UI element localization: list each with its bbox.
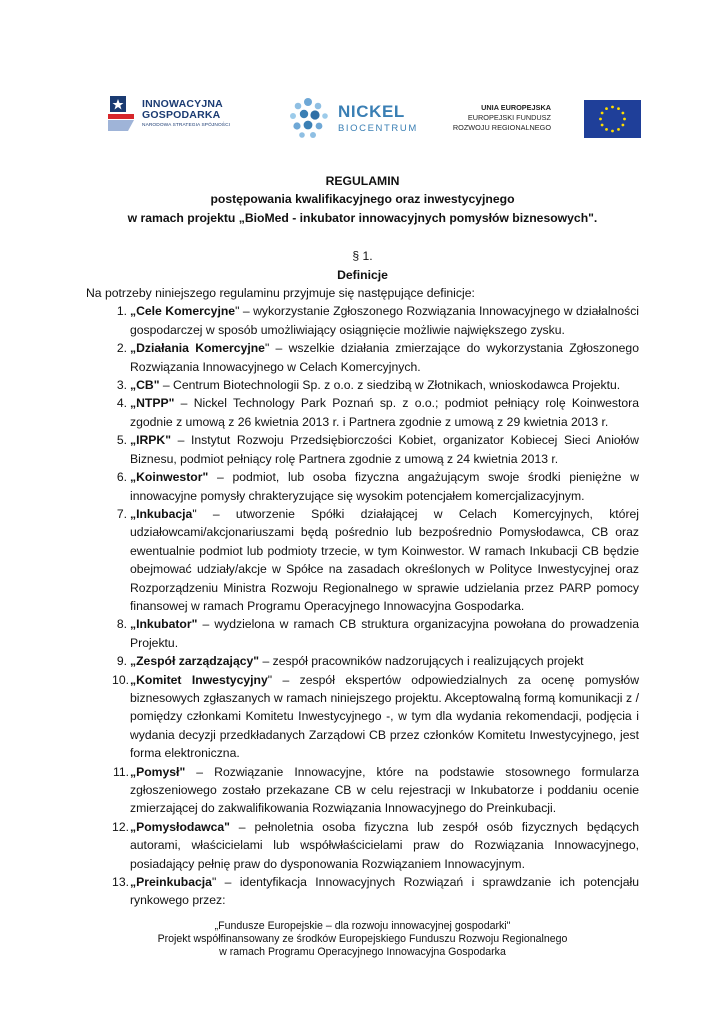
- definition-item: [86, 468, 639, 505]
- definition-number: 7.: [116, 506, 127, 521]
- definition-item: [86, 394, 639, 431]
- definition-term-close: ": [267, 672, 273, 687]
- definition-text: – wydzielona w ramach CB struktura organizacyjna powołana do prowadzenia Projektu.: [130, 617, 639, 650]
- footer-line-2: Projekt współfinansowany ze środków Europejskiego Funduszu Rozwoju Regionalnego: [157, 933, 568, 945]
- definition-item: [86, 431, 639, 468]
- document-subtitle-1: postępowania kwalifikacyjnego oraz inwestycyjnego: [210, 192, 515, 207]
- nickel-dots-icon: [286, 96, 330, 140]
- eu-flag-icon: [584, 100, 641, 138]
- definition-item: [86, 615, 639, 652]
- definitions-list: [86, 302, 639, 909]
- definition-item: [86, 505, 639, 615]
- definition-term-close: ": [235, 304, 240, 319]
- definition-text: – podmiot, lub osoba fizyczna angażującym swoje środki pieniężne w innowacyjne pomysły chrakteryzujące się wysokim potencjałem komercjalizacyjnym.: [130, 470, 639, 503]
- definition-term: „Inkubator": [130, 617, 198, 632]
- definition-term: „Inkubacja: [130, 506, 193, 521]
- footer-line-1: „Fundusze Europejskie – dla rozwoju innowacyjnej gospodarki": [214, 920, 511, 932]
- definition-item: [86, 376, 639, 394]
- innowacyjna-gospodarka-logo: [108, 96, 278, 136]
- definition-number: 2.: [116, 341, 127, 356]
- definition-text: – identyfikacja Innowacyjnych Rozwiązań i sprawdzanie ich potencjału rynkowego przez:: [130, 875, 639, 908]
- innowacyjna-line3: NARODOWA STRATEGIA SPÓJNOŚCI: [142, 123, 231, 128]
- eu-line1: UNIA EUROPEJSKA: [481, 103, 551, 112]
- definition-term-close: ": [211, 875, 217, 890]
- definition-term: „Pomysł": [130, 764, 186, 779]
- eu-logo: [452, 100, 641, 140]
- eu-line3: ROZWOJU REGIONALNEGO: [452, 123, 551, 132]
- definition-text: – utworzenie Spółki działającej w Celach Komercyjnych, której udziałowcami/akcjonariuszami będą pośrednio lub bezpośrednio Pomysłodawca, CB oraz ewentualnie podmiot lub podmioty trzecie, w tym Koinwestor. W ramach Inkubacji CB będzie obejmować udziały/akcje w Spółce na zasadach określonych w Polityce Inwestycyjnej oraz Rozporządzeniu Ministra Rozwoju Regionalnego w sprawie udzielania przez PARP pomocy finansowej w ramach Programu Operacyjnego Innowacyjna Gospodarka.: [130, 506, 639, 613]
- nickel-biocentrum-logo: [286, 96, 416, 140]
- nickel-name: NICKEL: [338, 102, 405, 121]
- definition-item: [86, 873, 639, 910]
- definition-number: 4.: [116, 396, 127, 411]
- definition-term: „CB": [130, 378, 160, 393]
- footer-line-3: w ramach Programu Operacyjnego Innowacyjna Gospodarka: [219, 946, 506, 958]
- definition-term: „Cele Komercyjne: [130, 304, 236, 319]
- definition-text: – Rozwiązanie Innowacyjne, które na podstawie stosownego formularza zgłoszeniowego zostało przekazane CB w celu rejestracji w Inkubatorze i poddaniu ocenie zmierzającej do zakwalifikowania Rozwiązania Innowacyjnego do Preinkubacji.: [130, 764, 639, 816]
- definition-term: „Zespół zarządzający": [130, 654, 260, 669]
- eu-line2: EUROPEJSKI FUNDUSZ: [467, 113, 551, 122]
- definition-term-close: ": [192, 506, 197, 521]
- definition-term: „NTPP": [130, 396, 175, 411]
- definition-number: 13.: [112, 875, 129, 890]
- definition-item: [86, 339, 639, 376]
- definition-number: 6.: [116, 470, 127, 485]
- document-body: [86, 172, 639, 910]
- definition-number: 12.: [112, 819, 129, 834]
- biocentrum-name: BIOCENTRUM: [338, 123, 418, 134]
- definition-text: – Instytut Rozwoju Przedsiębiorczości Kobiet, organizator Kobiecej Sieci Aniołów Biznesu, podmiot pełniący rolę Partnera zgodnie z umową z 24 kwietnia 2013 r.: [130, 433, 639, 466]
- definition-term-close: ": [264, 341, 270, 356]
- definition-number: 9.: [116, 654, 127, 669]
- definition-item: [86, 763, 639, 818]
- document-subtitle-2: w ramach projektu „BioMed - inkubator innowacyjnych pomysłów biznesowych".: [127, 210, 598, 225]
- definition-text: – zespół pracowników nadzorujących i realizujących projekt: [259, 654, 584, 669]
- definition-item: [86, 671, 639, 763]
- definition-text: – pełnoletnia osoba fizyczna lub zespół osób fizycznych będących autorami, właścicielami lub współwłaścicielami praw do Rozwiązania Innowacyjnego, posiadający pełnię praw do dysponowania Rozwiązaniem Innowacyjnym.: [130, 819, 639, 871]
- definition-number: 1.: [116, 304, 127, 319]
- definition-text: – zespół ekspertów odpowiedzialnych za ocenę pomysłów biznesowych zgłaszanych w ramach niniejszego projektu. Akceptowalną formą komunikacji z / pomiędzy członkami Komitetu Inwestycyjnego -, w tym dla wydania rekomendacji, podjęcia i wydania decyzji przedkładanych Zarządowi CB przez członków Komitetu Inwestycyjnego, jest forma elektroniczna.: [130, 672, 639, 761]
- definition-number: 3.: [116, 378, 127, 393]
- definition-term: „Komitet Inwestycyjny: [130, 672, 268, 687]
- document-title: REGULAMIN: [325, 174, 400, 188]
- definition-text: – Nickel Technology Park Poznań sp. z o.o.; podmiot pełniący rolę Koinwestora zgodnie z umową z 26 kwietnia 2013 r. i Partnera zgodnie z umową z 29 kwietnia 2013 r.: [130, 396, 639, 429]
- innowacyjna-line2: GOSPODARKA: [142, 109, 221, 121]
- section-intro: Na potrzeby niniejszego regulaminu przyjmuje się następujące definicje:: [86, 286, 475, 301]
- definition-item: [86, 818, 639, 873]
- definition-number: 8.: [116, 617, 127, 632]
- definition-text: – wszelkie działania zmierzające do wykorzystania Zgłoszonego Rozwiązania Innowacyjnego w Celach Komercyjnych.: [130, 341, 639, 374]
- logo-bar: [86, 82, 639, 157]
- definition-term: „Preinkubacja: [130, 875, 212, 890]
- definition-text: – wykorzystanie Zgłoszonego Rozwiązania Innowacyjnego w działalności gospodarczej w sposób umożliwiający osiągnięcie możliwie największego zysku.: [130, 304, 639, 337]
- definition-number: 5.: [116, 433, 127, 448]
- innowacyjna-line1: INNOWACYJNA: [142, 98, 223, 110]
- definition-term: „Działania Komercyjne: [130, 341, 265, 356]
- definition-text: – Centrum Biotechnologii Sp. z o.o. z siedzibą w Złotnikach, wnioskodawca Projektu.: [159, 378, 621, 393]
- section-number: § 1.: [352, 249, 373, 264]
- definition-term: „Koinwestor": [130, 470, 209, 485]
- definition-number: 11.: [112, 764, 129, 779]
- definition-number: 10.: [112, 672, 129, 687]
- definition-item: [86, 302, 639, 339]
- innowacyjna-gospodarka-emblem-icon: [108, 96, 134, 132]
- section-title: Definicje: [337, 267, 388, 282]
- definition-term: „Pomysłodawca": [130, 819, 230, 834]
- definition-term: „IRPK": [130, 433, 171, 448]
- definition-item: [86, 652, 639, 670]
- footer: [86, 920, 639, 959]
